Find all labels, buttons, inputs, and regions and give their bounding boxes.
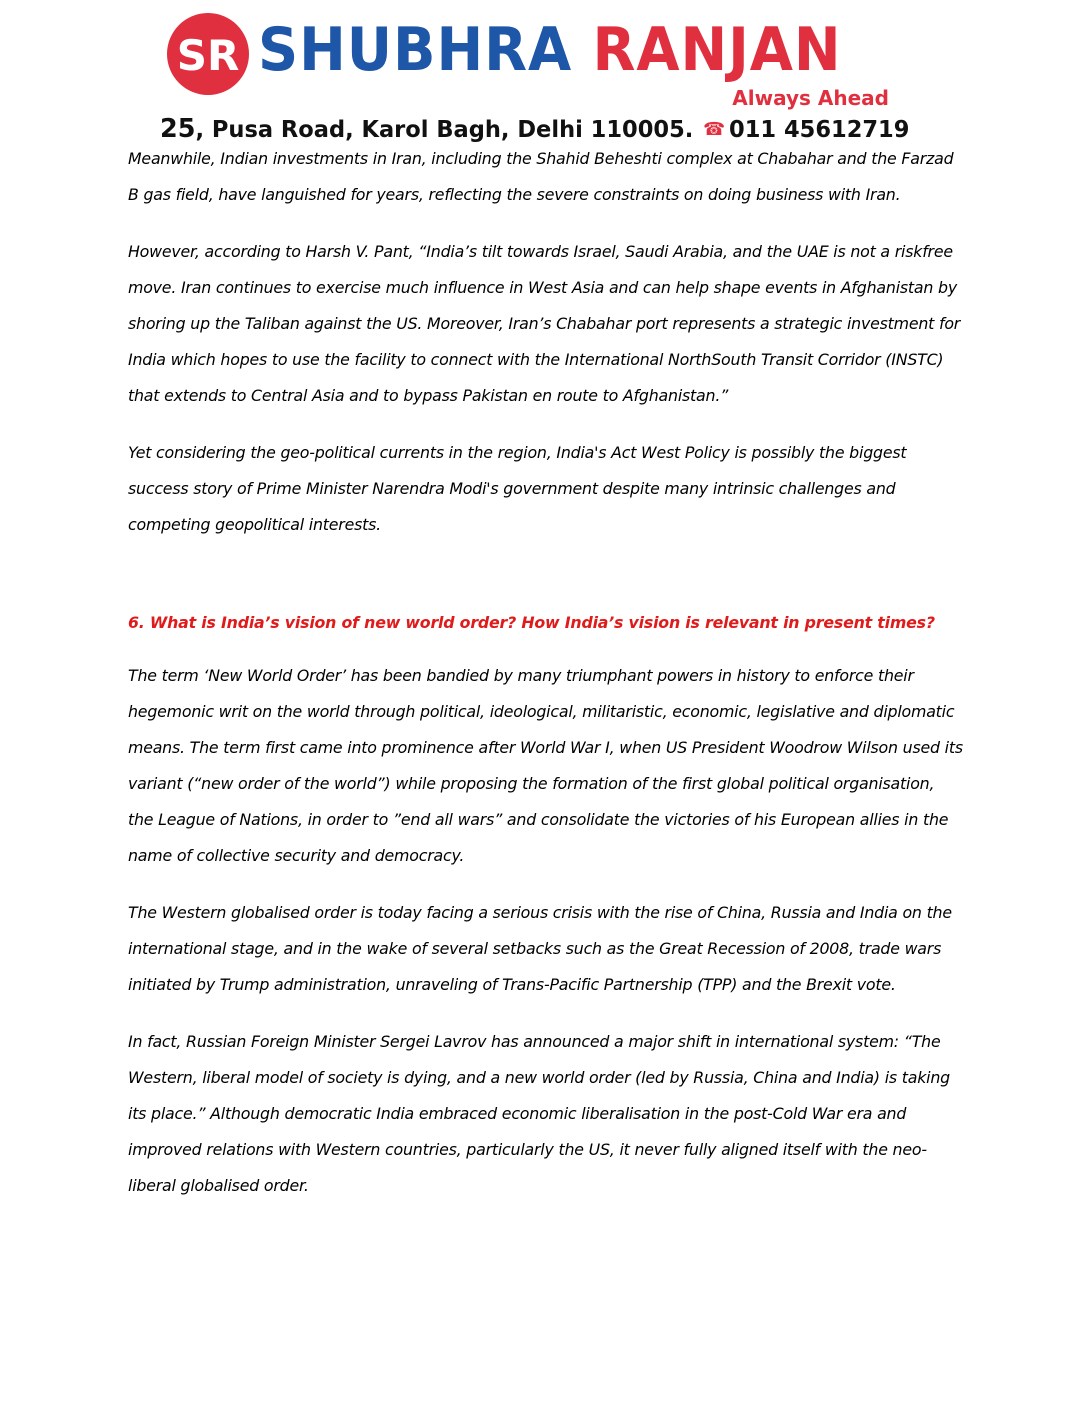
logo-text: SR <box>176 31 240 80</box>
paragraph: Meanwhile, Indian investments in Iran, including the Shahid Beheshti complex at Chabahar and the Farzad B gas field, have languished for years, reflecting the severe constraints on doing business with Iran. <box>128 149 954 204</box>
brand-name <box>258 14 842 86</box>
phone-number: 011 45612719 <box>729 117 910 143</box>
paragraph: Yet considering the geo-political currents in the region, India's Act West Policy is possibly the biggest success story of Prime Minister Narendra Modi's government despite many intrinsic challenges and competing geopolitical interests. <box>128 443 907 534</box>
document-body <box>128 141 963 1225</box>
phone-icon: ☎ <box>703 119 726 140</box>
paragraph: In fact, Russian Foreign Minister Sergei Lavrov has announced a major shift in international system: “The Western, liberal model of society is dying, and a new world order (led by Russia, China and India) is taking its place.” Although democratic India embraced economic liberalisation in the post-Cold War era and improved relations with Western countries, particularly the US, it never fully aligned itself with the neo-liberal globalised order. <box>128 1032 950 1195</box>
page-header <box>0 0 1088 145</box>
address-line <box>160 114 909 144</box>
paragraph: The Western globalised order is today facing a serious crisis with the rise of China, Russia and India on the international stage, and in the wake of several setbacks such as the Great Recession of 2008, trade wars initiated by Trump administration, unraveling of Trans-Pacific Partnership (TPP) and the Brexit vote. <box>128 903 952 994</box>
paragraph: However, according to Harsh V. Pant, “India’s tilt towards Israel, Saudi Arabia, and the UAE is not a riskfree move. Iran continues to exercise much influence in West Asia and can help shape events in Afghanistan by shoring up the Taliban against the US. Moreover, Iran’s Chabahar port represents a strategic investment for India which hopes to use the facility to connect with the International NorthSouth Transit Corridor (INSTC) that extends to Central Asia and to bypass Pakistan en route to Afghanistan.” <box>128 242 961 405</box>
question-heading: 6. What is India’s vision of new world order? How India’s vision is relevant in present times? <box>128 613 935 632</box>
brand-part-ranjan: RANJAN <box>592 15 842 85</box>
sr-logo-icon <box>166 12 250 96</box>
brand-part-shubhra: SHUBHRA <box>258 15 573 85</box>
tagline: Always Ahead <box>732 86 889 110</box>
paragraph: The term ‘New World Order’ has been bandied by many triumphant powers in history to enforce their hegemonic writ on the world through political, ideological, militaristic, economic, legislative and diplomatic means. The term first came into prominence after World War I, when US President Woodrow Wilson used its variant (“new order of the world”) while proposing the formation of the first global political organisation, the League of Nations, in order to ”end all wars” and consolidate the victories of his European allies in the name of collective security and democracy. <box>128 666 963 865</box>
section-spacer <box>128 564 963 609</box>
address-text: , Pusa Road, Karol Bagh, Delhi 110005. <box>195 117 694 143</box>
address-number: 25 <box>160 114 196 144</box>
